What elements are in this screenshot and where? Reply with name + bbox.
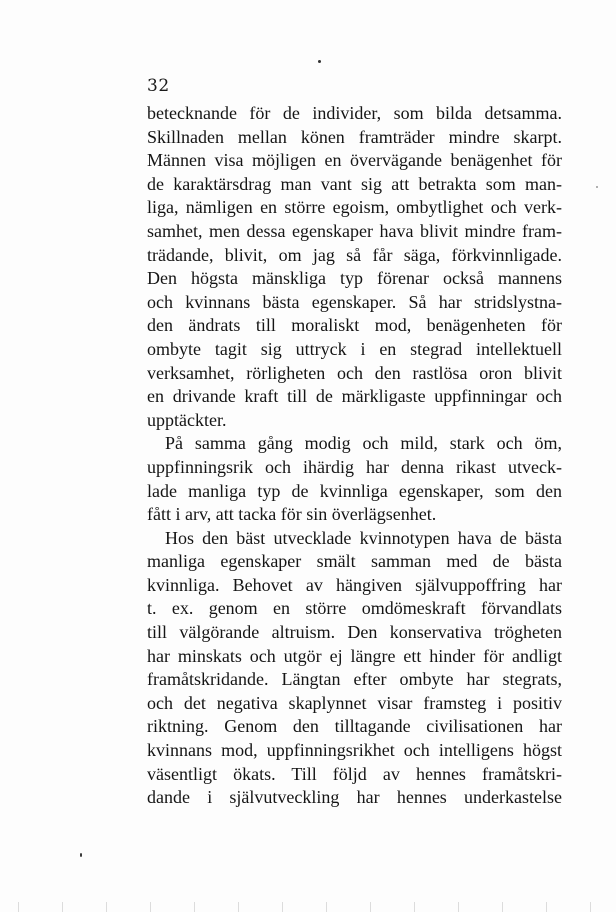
ink-speck — [318, 60, 321, 63]
page-number: 32 — [147, 76, 170, 96]
text-line: Den högsta mänskliga typ förenar också mannens — [147, 268, 562, 289]
text-line: samhet, men dessa egenskaper hava blivit mindre fram- — [147, 220, 562, 241]
body-text — [147, 102, 562, 810]
text-line: har minskats och utgör ej längre ett hinder för andligt — [147, 645, 562, 666]
text-line: kvinnliga. Behovet av hängiven självuppoffring har — [147, 574, 562, 595]
text-line: och det negativa skaplynnet visar framsteg i positiv — [147, 692, 562, 713]
text-line: och kvinnans bästa egenskaper. Så har stridslystna- — [147, 291, 562, 312]
text-line: kvinnans mod, uppfinningsrikhet och intelligens högst — [147, 740, 562, 761]
text-line: till välgörande altruism. Den konservativa trögheten — [147, 622, 562, 643]
text-line: dande i självutveckling har hennes underkastelse — [147, 787, 562, 808]
text-line: riktning. Genom den tilltagande civilisationen har — [147, 716, 562, 737]
ink-speck — [596, 186, 598, 188]
text-line: väsentligt ökats. Till följd av hennes framåtskri- — [147, 763, 562, 784]
text-line: de karaktärsdrag man vant sig att betrakta som man- — [147, 173, 562, 194]
text-line: verksamhet, rörligheten och den rastlösa oron blivit — [147, 362, 562, 383]
text-line: en drivande kraft till de märkligaste uppfinningar och — [147, 386, 562, 407]
text-line: framåtskridande. Längtan efter ombyte har stegrats, — [147, 669, 562, 690]
text-line: liga, nämligen en större egoism, ombytlighet och verk- — [147, 197, 562, 218]
text-line: Hos den bäst utvecklade kvinnotypen hava de bästa — [165, 527, 562, 548]
ink-speck — [80, 853, 82, 857]
text-line: t. ex. genom en större omdömeskraft förvandlats — [147, 598, 562, 619]
text-line: trädande, blivit, om jag så får säga, förkvinnligade. — [147, 244, 562, 265]
text-line: ombyte tagit sig uttryck i en stegrad intellektuell — [147, 338, 562, 359]
text-line: manliga egenskaper smält samman med de bästa — [147, 551, 562, 572]
text-line: den ändrats till moraliskt mod, benägenheten för — [147, 315, 562, 336]
page-edge — [0, 902, 616, 912]
text-line: fått i arv, att tacka för sin överlägsenhet. — [147, 504, 437, 525]
text-line: uppfinningsrik och ihärdig har denna rikast utveck- — [147, 456, 562, 477]
text-line: Skillnaden mellan könen framträder mindre skarpt. — [147, 126, 562, 147]
text-line: betecknande för de individer, som bilda detsamma. — [147, 103, 562, 123]
text-line: Männen visa möjligen en övervägande benägenhet för — [147, 150, 562, 171]
text-line: På samma gång modig och mild, stark och öm, — [165, 433, 562, 454]
text-line: upptäckter. — [147, 409, 227, 430]
text-line: lade manliga typ de kvinnliga egenskaper, som den — [147, 480, 562, 501]
